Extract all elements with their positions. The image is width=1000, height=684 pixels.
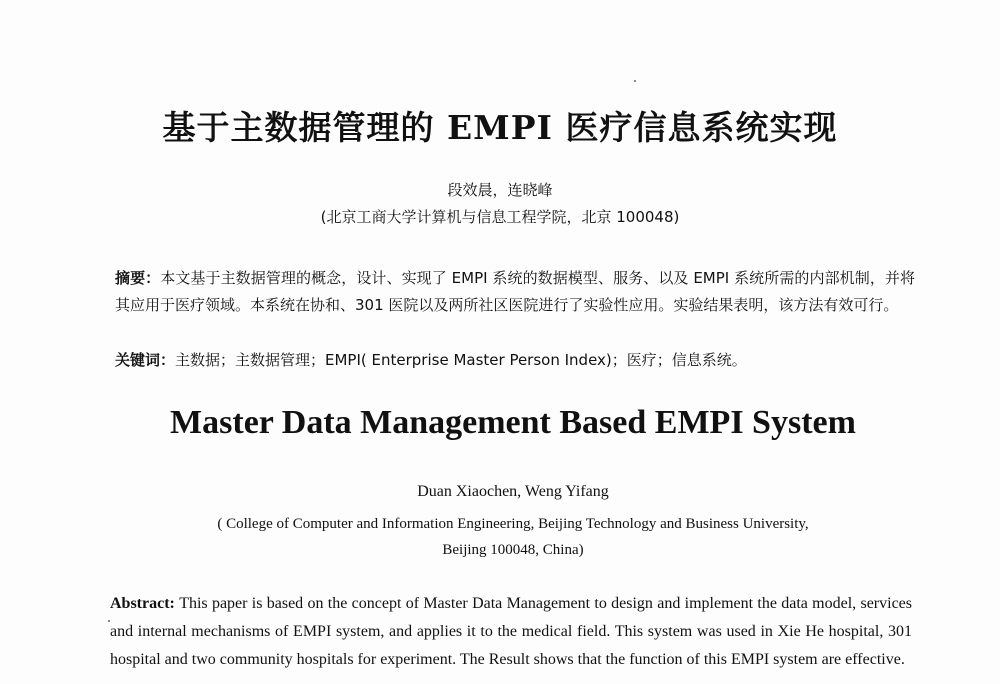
chinese-keywords bbox=[115, 347, 915, 374]
english-abstract-label: Abstract: bbox=[110, 595, 180, 612]
chinese-authors: 段效晨，连晓峰 bbox=[447, 181, 553, 199]
english-abstract-text: This paper is based on the concept of Master Data Management to design and implement the data model, services and internal mechanisms of EMPI system, and applies it to the medical field. This system was used in Xie He hospital, 301 hospital and two community hospitals for experiment. The Result shows that the function of this EMPI system are effective. bbox=[110, 595, 913, 668]
english-title: Master Data Management Based EMPI System bbox=[170, 404, 856, 441]
chinese-keywords-label: 关键词： bbox=[115, 351, 176, 369]
scan-speck bbox=[634, 80, 636, 82]
chinese-abstract-text: 本文基于主数据管理的概念，设计、实现了 EMPI 系统的数据模型、服务、以及 EMPI 系统所需的内部机制，并将其应用于医疗领域。本系统在协和、301 医院以及两所社区医院进行了实验性应用。实验结果表明，该方法有效可行。 bbox=[115, 269, 915, 314]
english-affiliation bbox=[0, 511, 1000, 563]
chinese-abstract bbox=[115, 265, 915, 319]
english-authors: Duan Xiaochen, Weng Yifang bbox=[417, 483, 609, 500]
chinese-keywords-text: 主数据；主数据管理；EMPI( Enterprise Master Person Index)；医疗；信息系统。 bbox=[175, 351, 747, 369]
english-abstract bbox=[110, 590, 912, 674]
chinese-abstract-label: 摘要： bbox=[115, 269, 161, 287]
english-affiliation-text: ( College of Computer and Information Engineering, Beijing Technology and Business University, Beijing 100048, China) bbox=[217, 516, 809, 558]
chinese-affiliation: (北京工商大学计算机与信息工程学院，北京 100048) bbox=[320, 208, 680, 226]
chinese-title: 基于主数据管理的 EMPI 医疗信息系统实现 bbox=[162, 108, 838, 147]
